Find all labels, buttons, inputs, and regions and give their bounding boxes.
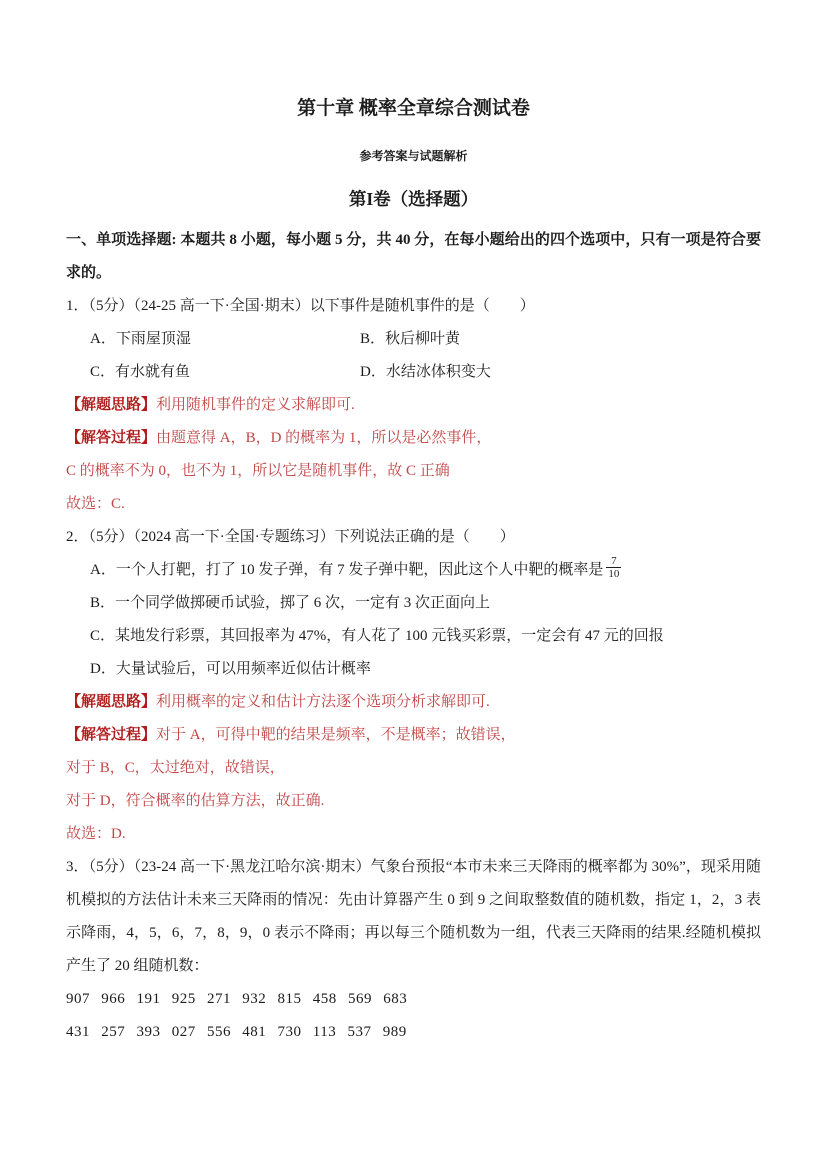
question-1-stem: 1．（5分）（24-25 高一下·全国·期末）以下事件是随机事件的是（ ）: [66, 298, 535, 314]
idea-text: 利用概率的定义和估计方法逐个选项分析求解即可.: [156, 694, 490, 710]
solution-label: 【解答过程】: [66, 727, 157, 743]
question-1-solution-line-1: [66, 422, 761, 455]
question-1-option-b: B．秋后柳叶黄: [360, 331, 461, 347]
fraction-numerator: 7: [611, 554, 617, 567]
question-3: [66, 851, 761, 1049]
document-title: 第十章 概率全章综合测试卷: [297, 98, 530, 119]
question-1-options-row-2: [90, 356, 761, 389]
question-2-option-a: [90, 554, 761, 587]
question-1-idea: [66, 389, 761, 422]
fraction-denominator: 10: [608, 567, 620, 580]
question-1-solution-line-2: C 的概率不为 0，也不为 1，所以它是随机事件，故 C 正确: [66, 463, 450, 479]
question-2-solution-line-3: 对于 D，符合概率的估算方法，故正确.: [66, 793, 325, 809]
question-1-option-c: C．有水就有鱼: [90, 364, 191, 380]
section-title: 第I卷（选择题）: [348, 189, 479, 209]
question-2-stem: 2．（5分）（2024 高一下·全国·专题练习）下列说法正确的是（ ）: [66, 529, 515, 545]
solution-label: 【解答过程】: [66, 430, 157, 446]
question-1-answer: 故选：C.: [66, 496, 125, 512]
section-instruction: 一、单项选择题: 本题共 8 小题，每小题 5 分，共 40 分，在每小题给出的四个选项中，只有一项是符合要求的。: [66, 232, 761, 281]
question-2-option-c: C．某地发行彩票，其回报率为 47%，有人花了 100 元钱买彩票，一定会有 47 元的回报: [90, 628, 664, 644]
question-3-random-numbers-row-2: 431 257 393 027 556 481 730 113 537 989: [66, 1024, 407, 1040]
question-1: [66, 290, 761, 521]
question-2-solution-line-2: 对于 B，C，太过绝对，故错误，: [66, 760, 285, 776]
question-2-idea: [66, 686, 761, 719]
solution-text: 对于 A，可得中靶的结果是频率，不是概率；故错误，: [156, 727, 516, 743]
question-2-solution-line-1: [66, 719, 761, 752]
question-1-option-a: A．下雨屋顶湿: [90, 331, 191, 347]
question-2: [66, 521, 761, 851]
question-1-option-d: D．水结冰体积变大: [360, 364, 491, 380]
question-1-options-row-1: [90, 323, 761, 356]
option-a-text: A．一个人打靶，打了 10 发子弹，有 7 发子弹中靶，因此这个人中靶的概率是: [90, 562, 604, 578]
document-subtitle: 参考答案与试题解析: [359, 149, 468, 163]
question-2-option-d: D．大量试验后，可以用频率近似估计概率: [90, 661, 371, 677]
question-2-answer: 故选：D.: [66, 826, 126, 842]
idea-label: 【解题思路】: [66, 397, 157, 413]
question-2-option-b: B．一个同学做掷硬币试验，掷了 6 次，一定有 3 次正面向上: [90, 595, 491, 611]
question-3-stem: 3．（5分）（23-24 高一下·黑龙江哈尔滨·期末）气象台预报“本市未来三天降雨的概率都为 30%”，现采用随机模拟的方法估计未来三天降雨的情况：先由计算器产生 0 到 9 之间取整数值的随机数，指定 1，2，3 表示降雨，4，5，6，7，8，9，0 表示不降雨；再以每三个随机数为一组，代表三天降雨的结果.经随机模拟产生了 20 组随机数：: [66, 859, 761, 974]
fraction-7-over-10: [606, 555, 621, 581]
question-3-random-numbers-row-1: 907 966 191 925 271 932 815 458 569 683: [66, 991, 408, 1007]
idea-label: 【解题思路】: [66, 694, 157, 710]
solution-text: 由题意得 A，B，D 的概率为 1，所以是必然事件，: [156, 430, 492, 446]
idea-text: 利用随机事件的定义求解即可.: [156, 397, 355, 413]
